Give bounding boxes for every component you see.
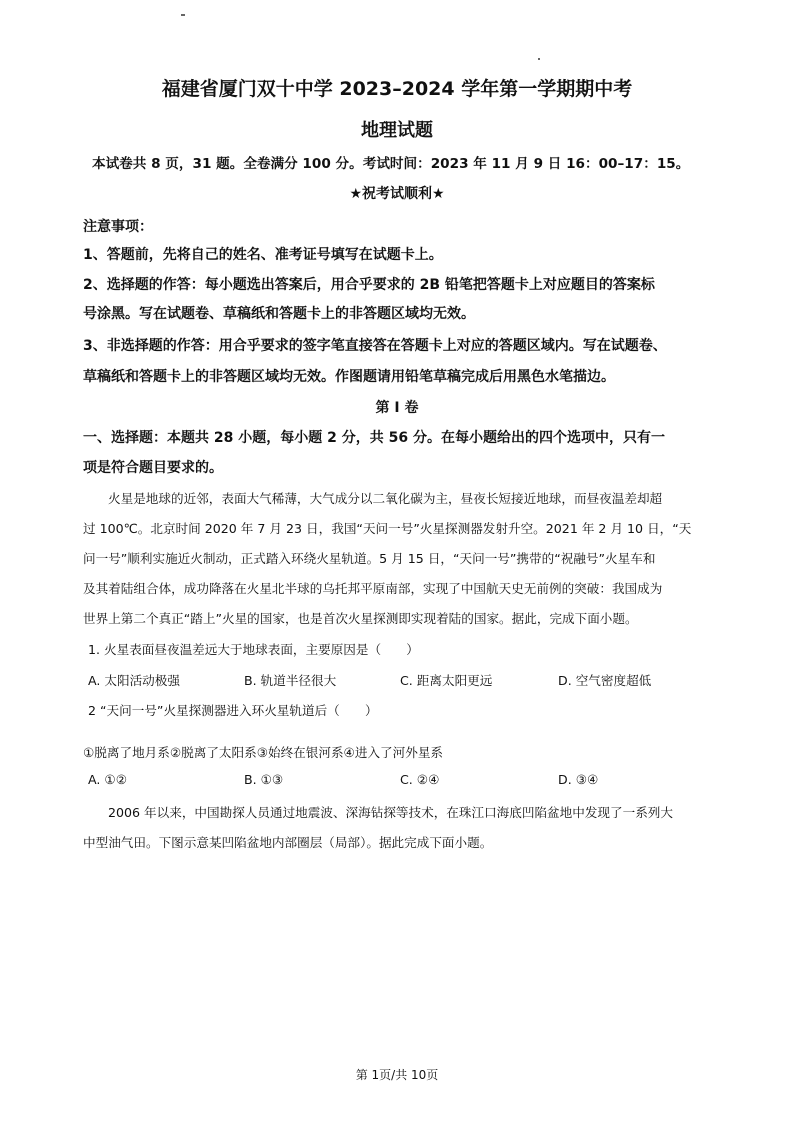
notice-item: 3、非选择题的作答：用合乎要求的签字笔直接答在答题卡上对应的答题区域内。写在试题卷、 (83, 338, 667, 354)
option-b: B. ①③ (244, 772, 284, 787)
option-a: A. 太阳活动极强 (88, 673, 180, 688)
notice-item: 草稿纸和答题卡上的非答题区域均无效。作图题请用铅笔草稿完成后用黑色水笔描边。 (83, 369, 615, 385)
passage-line: 过 100℃。北京时间 2020 年 7 月 23 日，我国“天问一号”火星探测器发射升空。2021 年 2 月 10 日，“天 (83, 521, 692, 536)
notice-item: 2、选择题的作答：每小题选出答案后，用合乎要求的 2B 铅笔把答题卡上对应题目的答案标 (83, 277, 655, 293)
passage-line: 2006 年以来，中国勘探人员通过地震波、深海钻探等技术，在珠江口海底凹陷盆地中发现了一系列大 (108, 805, 673, 820)
passage-line: 问一号”顺利实施近火制动，正式踏入环绕火星轨道。5 月 15 日，“天问一号”携带的“祝融号”火星车和 (83, 551, 656, 566)
passage-line: 中型油气田。下图示意某凹陷盆地内部圈层（局部）。据此完成下面小题。 (83, 835, 493, 850)
option-d: D. ③④ (558, 772, 599, 787)
section-heading: 一、选择题：本题共 28 小题，每小题 2 分，共 56 分。在每小题给出的四个选项中，只有一 (83, 430, 665, 446)
exam-title: 福建省厦门双十中学 2023–2024 学年第一学期期中考 (161, 78, 633, 100)
notice-item: 1、答题前，先将自己的姓名、准考证号填写在试题卡上。 (83, 247, 443, 263)
option-c: C. ②④ (400, 772, 440, 787)
part-label: 第 I 卷 (375, 400, 419, 416)
passage-line: 火星是地球的近邻，表面大气稀薄，大气成分以二氧化碳为主，昼夜长短接近地球，而昼夜温差却超 (108, 491, 663, 506)
passage-line: 世界上第二个真正“踏上”火星的国家，也是首次火星探测即实现着陆的国家。据此，完成下面小题。 (83, 611, 638, 626)
option-c: C. 距离太阳更远 (400, 673, 493, 688)
option-d: D. 空气密度超低 (558, 673, 652, 688)
question-statements: ①脱离了地月系②脱离了太阳系③始终在银河系④进入了河外星系 (83, 745, 444, 760)
notice-item: 号涂黑。写在试题卷、草稿纸和答题卡上的非答题区域均无效。 (83, 306, 475, 322)
page-footer: 第 1页/共 10页 (355, 1068, 439, 1082)
scan-speck (181, 14, 185, 16)
scan-speck (538, 58, 540, 60)
option-a: A. ①② (88, 772, 127, 787)
section-heading: 项是符合题目要求的。 (83, 460, 223, 476)
exam-info: 本试卷共 8 页，31 题。全卷满分 100 分。考试时间：2023 年 11 月 9 日 16：00–17：15。 (92, 156, 690, 172)
option-b: B. 轨道半径很大 (244, 673, 337, 688)
question-stem: 2 “天问一号”火星探测器进入环火星轨道后（ ） (88, 703, 378, 718)
exam-blessing: ★祝考试顺利★ (349, 186, 445, 202)
question-stem: 1. 火星表面昼夜温差远大于地球表面，主要原因是（ ） (88, 642, 419, 657)
exam-subject: 地理试题 (361, 120, 433, 141)
notice-heading: 注意事项： (83, 219, 153, 235)
passage-line: 及其着陆组合体，成功降落在火星北半球的乌托邦平原南部，实现了中国航天史无前例的突破：我国成为 (83, 581, 663, 596)
